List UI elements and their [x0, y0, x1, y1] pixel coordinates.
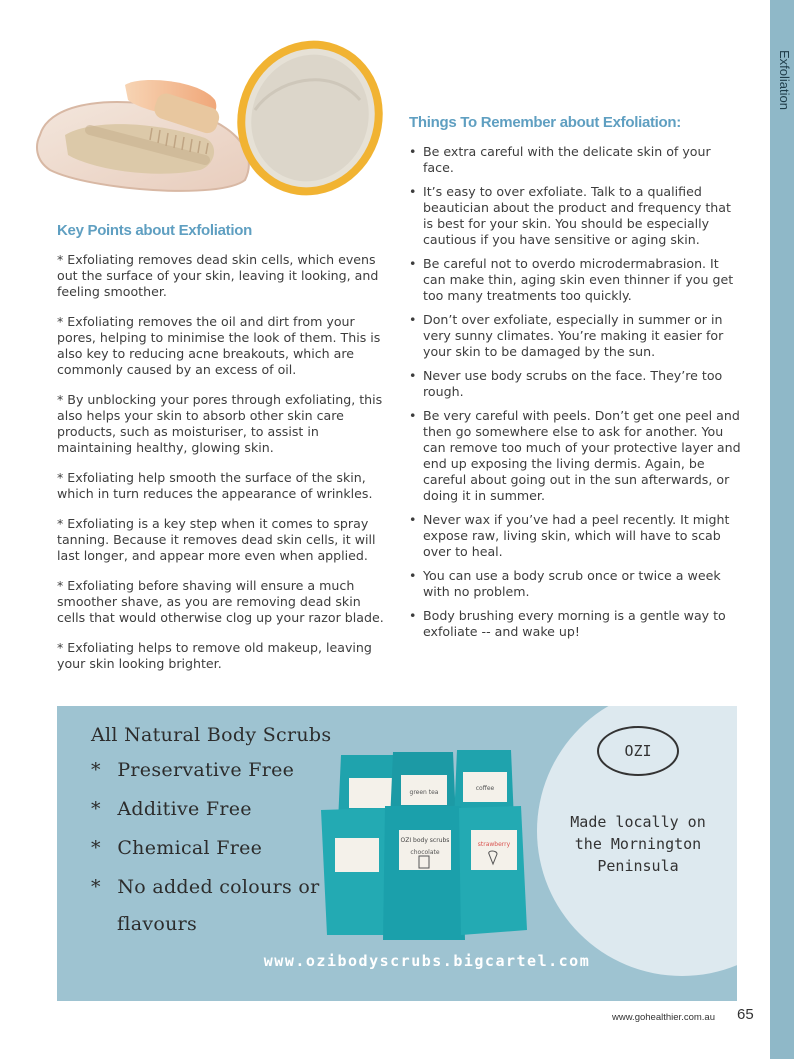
side-tab-text: Exfoliation	[777, 50, 792, 110]
advert-feature-continuation: flavours	[117, 913, 198, 935]
key-point: * Exfoliating removes dead skin cells, which evens out the surface of your skin, leaving it looking, and feeling smoother.	[57, 252, 379, 299]
key-point: * Exfoliating helps to remove old makeup, leaving your skin looking brighter.	[57, 640, 372, 671]
bag-flavour-label: green tea	[409, 789, 439, 796]
product-bags-image	[321, 750, 531, 940]
key-point: * Exfoliating removes the oil and dirt from your pores, helping to minimise the look of them. This is also key to reducing acne breakouts, which are commonly caused by an excess of oil.	[57, 314, 381, 377]
remember-item: • Never wax if you’ve had a peel recently. It might expose raw, living skin, which will have to scab over to heal.	[409, 512, 744, 560]
remember-list	[409, 144, 744, 640]
footer-website[interactable]: www.gohealthier.com.au	[612, 1012, 715, 1023]
page-number: 65	[737, 1006, 754, 1023]
remember-item: • Don’t over exfoliate, especially in summer or in very sunny climates. You’re making it easier for your skin to be damaged by the sun.	[409, 312, 744, 360]
bag-flavour-label: strawberry	[477, 841, 511, 848]
remember-item: • Be extra careful with the delicate skin of your face.	[409, 144, 744, 176]
advert-feature-list	[91, 724, 331, 951]
advert-website-link[interactable]: www.ozibodyscrubs.bigcartel.com	[263, 952, 591, 970]
advert-feature: * Preservative Free	[91, 759, 295, 781]
remember-item: • Never use body scrubs on the face. They’re too rough.	[409, 368, 744, 400]
remember-item: • You can use a body scrub once or twice a week with no problem.	[409, 568, 744, 600]
key-point: * Exfoliating help smooth the surface of the skin, which in turn reduces the appearance of wrinkles.	[57, 470, 373, 501]
advert-feature: * No added colours or	[91, 876, 320, 898]
things-to-remember-column	[409, 144, 744, 648]
key-points-heading: Key Points about Exfoliation	[57, 222, 252, 239]
key-points-column	[57, 252, 387, 686]
ozi-body-scrubs-advert	[57, 706, 737, 1001]
key-point: * Exfoliating before shaving will ensure a much smoother shave, as you are removing dead skin cells that would otherwise clog up your razor blade.	[57, 578, 384, 625]
advert-title: All Natural Body Scrubs	[91, 724, 332, 746]
star-icon: *	[91, 876, 101, 898]
advert-feature: * Additive Free	[91, 798, 252, 820]
exfoliation-brushes-image	[30, 40, 390, 210]
bag-brand-label: OZI body scrubs	[400, 837, 450, 844]
bag-flavour-label: coffee	[475, 785, 495, 792]
remember-item: • Be very careful with peels. Don’t get one peel and then go somewhere else to ask for another. You can remove too much of your protective layer and end up exposing the living dermis. Again, be careful about going out in the sun afterwards, or doing it in summer.	[409, 408, 744, 504]
side-tab	[770, 0, 794, 1059]
star-icon: *	[91, 798, 101, 820]
things-to-remember-heading: Things To Remember about Exfoliation:	[409, 114, 681, 131]
side-tab-label	[770, 40, 794, 130]
remember-item: • Be careful not to overdo microdermabrasion. It can make thin, aging skin even thinner if you get too many treatments too quickly.	[409, 256, 744, 304]
remember-item: • Body brushing every morning is a gentle way to exfoliate -- and wake up!	[409, 608, 744, 640]
star-icon: *	[91, 837, 101, 859]
ozi-logo: OZI	[597, 726, 679, 776]
bag-flavour-label: chocolate	[410, 849, 440, 856]
remember-item: • It’s easy to over exfoliate. Talk to a qualified beautician about the product and frequency that is best for your skin. You should be especially cautious if you have sensitive or aging skin.	[409, 184, 744, 248]
advert-feature: * Chemical Free	[91, 837, 263, 859]
key-point: * By unblocking your pores through exfoliating, this also helps your skin to absorb other skin care products, such as moisturiser, to assist in maintaining healthy, glowing skin.	[57, 392, 383, 455]
made-locally-text: Made locally on the Mornington Peninsula	[570, 813, 706, 875]
key-point: * Exfoliating is a key step when it comes to spray tanning. Because it removes dead skin cells, it will last longer, and appear more even when applied.	[57, 516, 376, 563]
star-icon: *	[91, 759, 101, 781]
